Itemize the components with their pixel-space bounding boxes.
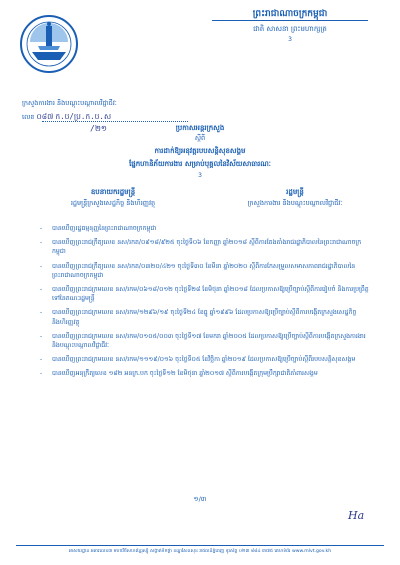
clause-item <box>36 285 372 303</box>
clause-text: បានឃើញព្រះរាជក្រឹត្យលេខ នស/រកត/០៩១៨/៩២៥ ចុះថ្ងៃទី០៦ ខែកញ្ញា ឆ្នាំ២០១៨ ស្តីពីការតែងតាំងរាជរដ្ឋាភិបាលនៃព្រះរាជាណាចក្រកម្ពុជា <box>52 239 362 256</box>
number-fill-line <box>42 121 188 122</box>
dash-bullet: - <box>40 332 43 340</box>
header-ornament: 3 <box>288 36 292 43</box>
subject-ornament: 3 <box>198 172 202 179</box>
national-motto: ជាតិ សាសនា ព្រះមហាក្សត្រ <box>253 25 327 33</box>
dash-bullet: - <box>40 286 43 294</box>
decree-subject-line-2: ផ្នែកហានិភ័យការងារ សម្រាប់បុគ្គលនៃវិស័យសាធារណៈ <box>129 159 271 168</box>
signatory-right-title: រដ្ឋមន្ត្រី <box>286 187 304 196</box>
dash-bullet: - <box>40 370 43 378</box>
clause-item <box>36 224 372 233</box>
handwritten-initial: Ha <box>348 509 365 522</box>
decree-title: ប្រកាសអន្តរក្រសួង <box>175 123 225 132</box>
clause-item <box>36 355 372 364</box>
clause-text: បានឃើញព្រះរាជក្រឹត្យលេខ នស/រកត/០៣២០/៤២១ ចុះថ្ងៃទី៣០ ខែមីនា ឆ្នាំ២០២០ ស្តីពីការកែសម្រួលសមាសភាពរាជរដ្ឋាភិបាលនៃព្រះរាជាណាចក្រកម្ពុជា <box>52 262 356 279</box>
dash-bullet: - <box>40 262 43 270</box>
clause-item <box>36 262 372 280</box>
doc-number-prefix: លេខ <box>22 113 35 121</box>
clause-text: បានឃើញព្រះរាជក្រមលេខ នស/រកម/០៦១៨/០១២ ចុះថ្ងៃទី២៨ ខែមិថុនា ឆ្នាំ២០១៨ ដែលប្រកាសឱ្យប្រើច្បាប់ស្តីពីការរៀបចំ និងការប្រព្រឹត្តទៅនៃគណៈរដ្ឋមន្ត្រី <box>52 286 369 303</box>
clause-text: បានឃើញរដ្ឋធម្មនុញ្ញនៃព្រះរាជាណាចក្រកម្ពុជា <box>52 225 157 232</box>
handwritten-number: /២១ <box>90 124 107 133</box>
kingdom-heading: ព្រះរាជាណាចក្រកម្ពុជា <box>252 9 328 19</box>
ministry-logo-emblem <box>16 12 82 76</box>
footer-divider <box>16 545 384 546</box>
preamble-clauses <box>36 224 372 384</box>
clause-text: បានឃើញអនុក្រឹត្យលេខ ១៨២ អនក្រ.បក ចុះថ្ងៃទី១២ ខែមិថុនា ឆ្នាំ២០១៧ ស្តីពីការបង្កើតក្រុមប្រឹក្សាជាតិគាំពារសង្គម <box>52 370 318 378</box>
clause-item <box>36 308 372 326</box>
dash-bullet: - <box>40 239 43 247</box>
page-number: ១/៣ <box>193 495 207 503</box>
decree-subject-line-1: ការដាក់ឱ្យអនុវត្តរបបសន្តិសុខសង្គម <box>154 146 246 155</box>
signatory-left-title: ឧបនាយករដ្ឋមន្ត្រី <box>90 187 136 196</box>
signatory-right-office: ក្រសួងការងារ និងបណ្តុះបណ្តាលវិជ្ជាជីវៈ <box>247 199 343 207</box>
decree-about: ស្តីពី <box>194 134 206 142</box>
doc-number-value: ០៨៧ <box>36 112 54 121</box>
clause-text: បានឃើញព្រះរាជក្រមលេខ នស/រកម/១២៩៦/១៩ ចុះថ្ងៃទី២៤ ខែធ្នូ ឆ្នាំ១៩៩៦ ដែលប្រកាសឱ្យប្រើច្បាប់ស្តីពីការបង្កើតក្រសួងសេដ្ឋកិច្ច និងហិរញ្ញវត្ថុ <box>52 309 357 326</box>
clause-item <box>36 369 372 378</box>
footer-address: អាសយដ្ឋាន អគារលេខ៣ មហាវិថីសហព័ន្ធរុស្ស៊ី សង្កាត់ទឹកថ្លា ខណ្ឌសែនសុខ រាជធានីភ្នំពេញ ទូរស័ព្ទ ០២៣ ៨៨៤ ៣៧៥ គេហទំព័រ www.mlvt.gov.kh <box>68 549 332 554</box>
dash-bullet: - <box>40 309 43 317</box>
dash-bullet: - <box>40 225 43 232</box>
doc-number-suffix: ក.ប/ប្រ.ក.ប.ស <box>55 112 112 121</box>
dash-bullet: - <box>40 356 43 364</box>
clause-text: បានឃើញព្រះរាជក្រមលេខ នស/រកម/១១១៩/០១៦ ចុះថ្ងៃទី០៥ ខែវិច្ឆិកា ឆ្នាំ២០១៩ ដែលប្រកាសឱ្យប្រើច្បាប់ស្តីពីរបបសន្តិសុខសង្គម <box>52 356 356 364</box>
issuing-ministry: ក្រសួងការងារ និងបណ្តុះបណ្តាលវិជ្ជាជីវៈ <box>22 99 117 107</box>
clause-text: បានឃើញព្រះរាជក្រមលេខ នស/រកម/០១០៥/០០៣ ចុះថ្ងៃទី១៧ ខែមករា ឆ្នាំ២០០៥ ដែលប្រកាសឱ្យប្រើច្បាប់ស្តីពីការបង្កើតក្រសួងការងារ និងបណ្តុះបណ្តាលវិជ្ជាជីវៈ <box>52 332 366 350</box>
heading-underline <box>212 20 368 21</box>
clause-item <box>36 332 372 350</box>
clause-item <box>36 238 372 256</box>
signatory-left-office: រដ្ឋមន្ត្រីក្រសួងសេដ្ឋកិច្ច និងហិរញ្ញវត្ថុ <box>70 199 156 207</box>
